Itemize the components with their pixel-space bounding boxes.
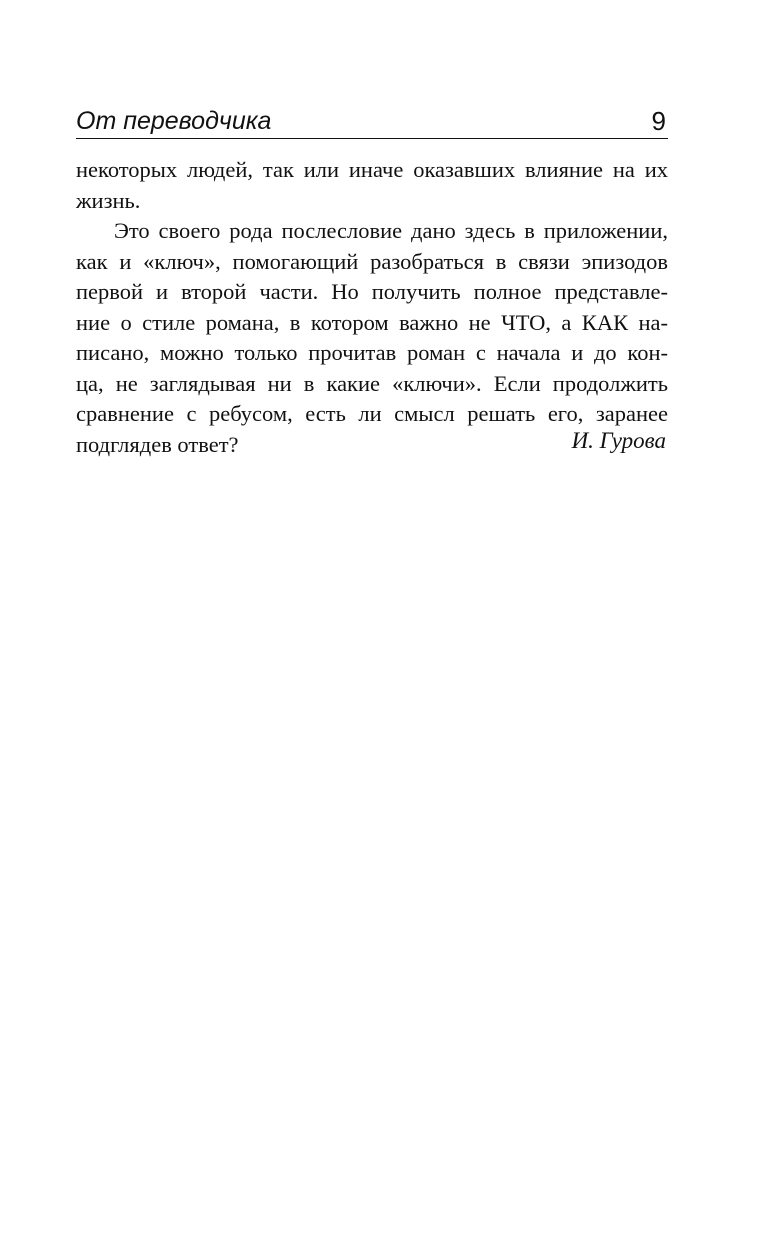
text-line: жизнь. [76,187,141,213]
text-line: сравнение с ребусом, есть ли смысл решать его, заранее [76,401,668,426]
text-line: первой и второй части. Но получить полное представле- [76,279,668,304]
author-signature: И. Гурова [571,428,666,453]
text-line: некоторых людей, так или иначе оказавших влияние на их [76,157,668,182]
running-header [76,102,668,139]
text-line: писано, можно только прочитав роман с начала и до кон- [76,340,668,365]
text-line: как и «ключ», помогающий разобраться в связи эпизодов [76,248,668,274]
text-line: ние о стиле романа, в котором важно не ЧТО, а КАК на- [76,309,668,335]
body-text [76,155,668,460]
text-line: Это своего рода послесловие дано здесь в приложении, [114,218,668,243]
page-number: 9 [651,106,666,136]
running-title: От переводчика [76,107,272,135]
text-line: ца, не заглядывая ни в какие «ключи». Если продолжить [76,370,668,396]
text-line: подглядев ответ? [76,431,239,457]
